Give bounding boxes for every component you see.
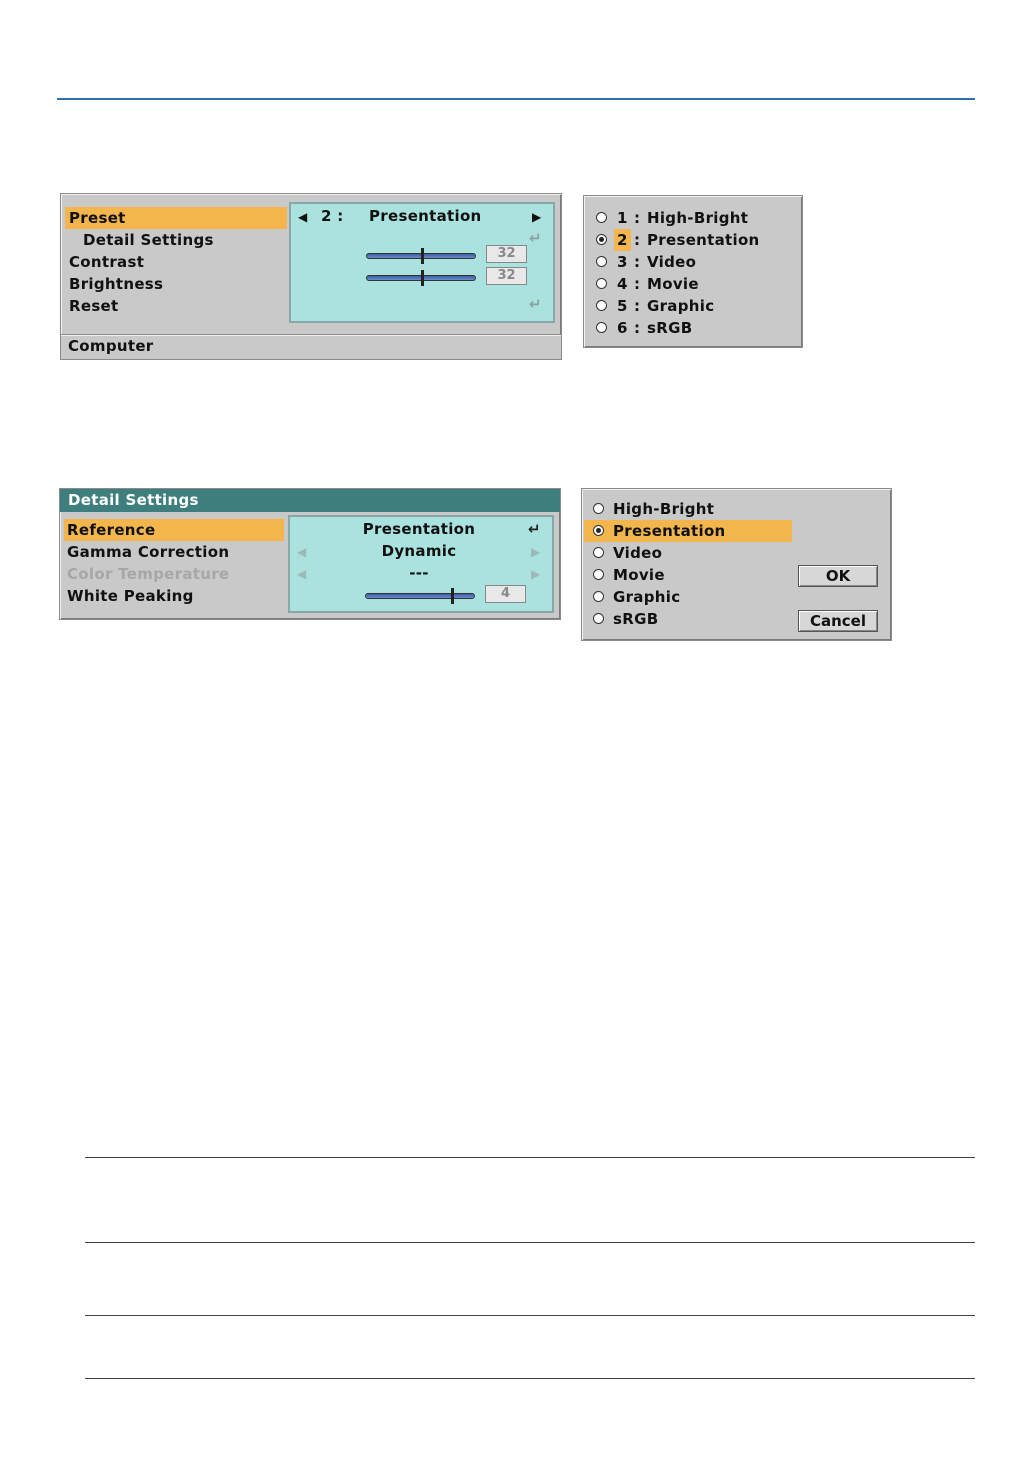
radio-icon[interactable] <box>593 569 604 580</box>
radio-icon[interactable] <box>596 322 607 333</box>
gamma-value: Dynamic <box>381 542 457 560</box>
preset-option[interactable] <box>584 295 794 317</box>
header-rule <box>57 98 975 100</box>
preset-list <box>583 195 803 348</box>
separator-line <box>85 1242 975 1243</box>
menu-item-brightness[interactable]: Brightness <box>69 275 164 293</box>
reference-option-label: Graphic <box>613 588 681 606</box>
preset-option[interactable] <box>584 207 794 229</box>
radio-icon[interactable] <box>593 591 604 602</box>
white-peaking-value: 4 <box>485 585 526 603</box>
preset-option-separator: : <box>634 297 641 315</box>
reference-option[interactable] <box>584 542 792 564</box>
picture-menu <box>60 193 562 360</box>
color-temp-right-arrow-icon: ▶ <box>531 567 541 581</box>
menu-item-color-temperature: Color Temperature <box>67 565 230 583</box>
source-label: Computer <box>68 337 154 355</box>
preset-option-separator: : <box>634 253 641 271</box>
preset-option-label: Video <box>647 253 697 271</box>
preset-option-number: 4 <box>617 275 628 293</box>
radio-icon[interactable] <box>596 234 607 245</box>
radio-icon[interactable] <box>596 278 607 289</box>
preset-option[interactable] <box>584 273 794 295</box>
radio-icon[interactable] <box>593 547 604 558</box>
radio-icon[interactable] <box>593 613 604 624</box>
separator-line <box>85 1315 975 1316</box>
reference-option[interactable] <box>584 564 792 586</box>
reference-option[interactable] <box>584 608 792 630</box>
menu-item-reset[interactable]: Reset <box>69 297 119 315</box>
reference-option-label: Movie <box>613 566 665 584</box>
status-bar <box>61 334 561 359</box>
reference-dialog <box>581 488 892 641</box>
white-peaking-slider[interactable] <box>365 593 475 599</box>
reference-option[interactable] <box>584 520 792 542</box>
gamma-left-arrow-icon[interactable]: ◀ <box>297 545 307 559</box>
menu-item-gamma-correction[interactable]: Gamma Correction <box>67 543 230 561</box>
detail-settings-title: Detail Settings <box>60 489 560 512</box>
preset-option-label: High-Bright <box>647 209 749 227</box>
brightness-value: 32 <box>486 267 527 285</box>
color-temp-left-arrow-icon: ◀ <box>297 567 307 581</box>
preset-option[interactable] <box>584 317 794 339</box>
preset-option-number: 1 <box>617 209 628 227</box>
enter-icon: ↵ <box>529 229 542 247</box>
menu-item-preset[interactable]: Preset <box>65 207 287 229</box>
ok-button[interactable]: OK <box>798 565 878 587</box>
color-temp-value: --- <box>409 564 429 582</box>
brightness-slider[interactable] <box>366 275 476 281</box>
reset-enter-icon: ↵ <box>529 295 542 313</box>
menu-item-reference[interactable]: Reference <box>64 519 284 541</box>
radio-icon[interactable] <box>596 300 607 311</box>
left-arrow-icon[interactable]: ◀ <box>298 210 308 224</box>
radio-icon[interactable] <box>593 503 604 514</box>
preset-option[interactable] <box>584 251 794 273</box>
white-peaking-slider-thumb[interactable] <box>451 588 454 604</box>
preset-option[interactable] <box>584 229 794 251</box>
brightness-slider-thumb[interactable] <box>421 270 424 286</box>
radio-icon[interactable] <box>593 525 604 536</box>
reference-option[interactable] <box>584 498 792 520</box>
preset-option-number: 3 <box>617 253 628 271</box>
reference-option-label: Video <box>613 544 663 562</box>
reference-option-label: Presentation <box>613 522 726 540</box>
menu-item-detail-settings[interactable]: Detail Settings <box>83 231 214 249</box>
reference-option[interactable] <box>584 586 792 608</box>
preset-option-label: sRGB <box>647 319 693 337</box>
preset-option-number: 5 <box>617 297 628 315</box>
separator-line <box>85 1157 975 1158</box>
reference-enter-icon: ↵ <box>528 520 541 538</box>
radio-icon[interactable] <box>596 212 607 223</box>
cancel-button[interactable]: Cancel <box>798 610 878 632</box>
preset-option-number: 6 <box>617 319 628 337</box>
contrast-slider[interactable] <box>366 253 476 259</box>
reference-option-label: sRGB <box>613 610 659 628</box>
contrast-value: 32 <box>486 245 527 263</box>
preset-option-separator: : <box>634 319 641 337</box>
menu-item-white-peaking[interactable]: White Peaking <box>67 587 194 605</box>
preset-option-label: Presentation <box>647 231 760 249</box>
reference-option-label: High-Bright <box>613 500 715 518</box>
preset-number: 2 : <box>321 207 344 225</box>
reference-value: Presentation <box>362 520 476 538</box>
preset-option-separator: : <box>634 209 641 227</box>
detail-settings-menu <box>59 488 561 620</box>
preset-option-label: Movie <box>647 275 699 293</box>
gamma-right-arrow-icon[interactable]: ▶ <box>531 545 541 559</box>
preset-option-separator: : <box>634 231 641 249</box>
preset-option-label: Graphic <box>647 297 715 315</box>
menu-item-contrast[interactable]: Contrast <box>69 253 145 271</box>
value-area <box>289 202 555 323</box>
preset-option-separator: : <box>634 275 641 293</box>
preset-option-number: 2 <box>614 229 631 251</box>
right-arrow-icon[interactable]: ▶ <box>532 210 542 224</box>
detail-value-area <box>288 515 554 613</box>
separator-line <box>85 1378 975 1379</box>
radio-icon[interactable] <box>596 256 607 267</box>
preset-name: Presentation <box>369 207 482 225</box>
contrast-slider-thumb[interactable] <box>421 248 424 264</box>
